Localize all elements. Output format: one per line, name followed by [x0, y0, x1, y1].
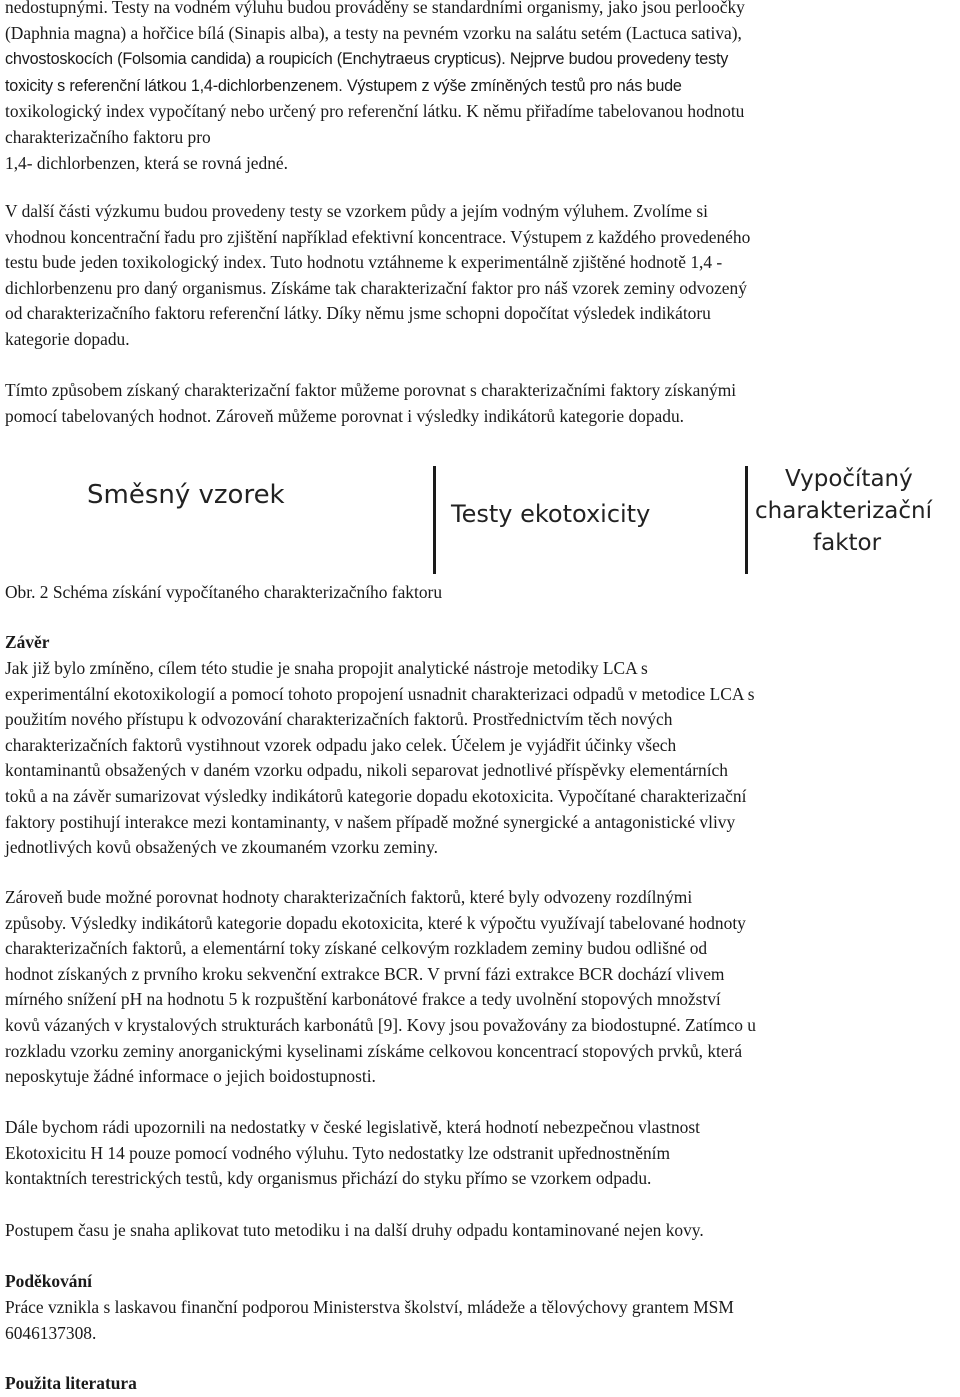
paragraph-zaver-1: Jak již bylo zmíněno, cílem této studie je snaha propojit analytické nástroje metodiky LCA s experimentální ekotoxikologií a pomocí tohoto propojení usnadnit charakterizaci odpadů v metodice LCA s použitím nového přístupu k odvozování charakterizačních faktorů. Prostřednictvím těch nových charakterizačních faktorů vystihnout vzorek odpadu jako celek. Účelem je vyjádřit účinky všech kontaminantů obsažených v daném vzorku odpadu, nikoli separovat jednotlivé příspěvky elementárních toků a na závěr sumarizovat výsledky indikátorů kategorie dopadu ekotoxicita. Vypočítané charakterizační faktory postihují interakce mezi kontaminanty, v našem případě možné synergické a antagonistické vlivy jednotlivých kovů obsažených ve zkoumaném vzorku zeminy. [5, 658, 755, 858]
figure-box-mixed-sample: Směsný vzorek [87, 480, 285, 510]
section-heading-podekovani: Poděkování [5, 1271, 92, 1291]
paragraph-comparison: Tímto způsobem získaný charakterizační faktor můžeme porovnat s charakterizačními faktory získanými pomocí tabelovaných hodnot. Zároveň můžeme porovnat i výsledky indikátorů kategorie dopadu. [5, 380, 737, 426]
intro-line-part: Výstupem z výše zmíněných testů pro nás bude [342, 76, 682, 95]
figure-box-calculated-factor: charakterizační [755, 498, 932, 524]
figure-box-ecotox-tests: Testy ekotoxicity [451, 500, 651, 528]
paragraph-zaver-3: Dále bychom rádi upozornili na nedostatky v české legislativě, která hodnotí nebezpečnou vlastnost Ekotoxicitu H 14 pouze pomocí vodného výluhu. Tyto nedostatky lze odstranit upřednostněním kontaktních terestrických testů, kdy organismus přichází do styku přímo se vzorkem odpadu. [5, 1117, 700, 1189]
intro-line-part: toxicity s referenční látkou 1,4-dichlorbenzenem. [5, 76, 343, 95]
figure-divider [433, 466, 436, 574]
section-heading-zaver: Závěr [5, 632, 50, 652]
intro-line: nedostupnými. Testy na vodném výluhu budou prováděny se standardními organismy, jako jsou perloočky [5, 0, 745, 17]
intro-line-part: chvostoskocích (Folsomia candida) a roupicích (Enchytraeus crypticus). [5, 50, 506, 69]
intro-line: toxikologický index vypočítaný nebo určený pro referenční látku. K němu přiřadíme tabelovanou hodnotu [5, 101, 745, 122]
intro-line [5, 73, 960, 100]
paragraph-zaver-4: Postupem času je snaha aplikovat tuto metodiku i na další druhy odpadu kontaminované nejen kovy. [5, 1220, 704, 1240]
paragraph-soil-tests: V další části výzkumu budou provedeny testy se vzorkem půdy a jejím vodným výluhem. Zvolíme si vhodnou koncentrační řadu pro zjištění například efektivní koncentrace. Výstupem z každého provedeného testu bude jeden toxikologický index. Tuto hodnotu vztáhneme k experimentálně zjištěné hodnotě 1,4 - dichlorbenzenu pro daný organismus. Získáme tak charakterizační faktor pro náš vzorek zeminy odvozený od charakterizačního faktoru referenční látky. Díky němu jsme schopni dopočítat výsledek indikátoru kategorie dopadu. [5, 201, 751, 349]
section-heading-literatura: Použita literatura [5, 1373, 137, 1393]
figure-box-calculated-factor: faktor [813, 530, 882, 556]
figure-box-calculated-factor: Vypočítaný [785, 466, 913, 492]
intro-line [5, 46, 960, 73]
figure-schema [5, 460, 960, 580]
intro-line: 1,4- dichlorbenzen, která se rovná jedné. [5, 152, 288, 173]
figure-caption: Obr. 2 Schéma získání vypočítaného charakterizačního faktoru [5, 582, 443, 602]
paragraph-podekovani: Práce vznikla s laskavou finanční podporou Ministerstva školství, mládeže a tělovýchovy grantem MSM 6046137308. [5, 1297, 734, 1343]
intro-line: charakterizačního faktoru pro [5, 126, 211, 147]
figure-divider [745, 466, 748, 574]
intro-line-part: Nejprve budou provedeny testy [505, 50, 729, 69]
intro-paragraph [5, 0, 960, 176]
intro-line: (Daphnia magna) a hořčice bílá (Sinapis alba), a testy na pevném vzorku na salátu setém (Lactuca sativa), [5, 22, 742, 43]
paragraph-zaver-2: Zároveň bude možné porovnat hodnoty charakterizačních faktorů, které byly odvozeny rozdílnými způsoby. Výsledky indikátorů kategorie dopadu ekotoxicita, které k výpočtu využívají tabelované hodnoty charakterizačních faktorů, a elementární toky získané celkovým rozkladem zeminy budou odlišné od hodnot získaných z prvního kroku sekvenční extrakce BCR. V první fázi extrakce BCR dochází vlivem mírného snížení pH na hodnotu 5 k rozpuštění karbonátové frakce a tedy uvolnění stopových množství kovů vázaných v krystalových strukturách karbonátů [9]. Kovy jsou považovány za biodostupné. Zatímco u rozkladu vzorku zeminy anorganickými kyselinami získáme celkovou koncentrací stopových prvků, která neposkytuje žádné informace o jejich boidostupnosti. [5, 887, 756, 1087]
